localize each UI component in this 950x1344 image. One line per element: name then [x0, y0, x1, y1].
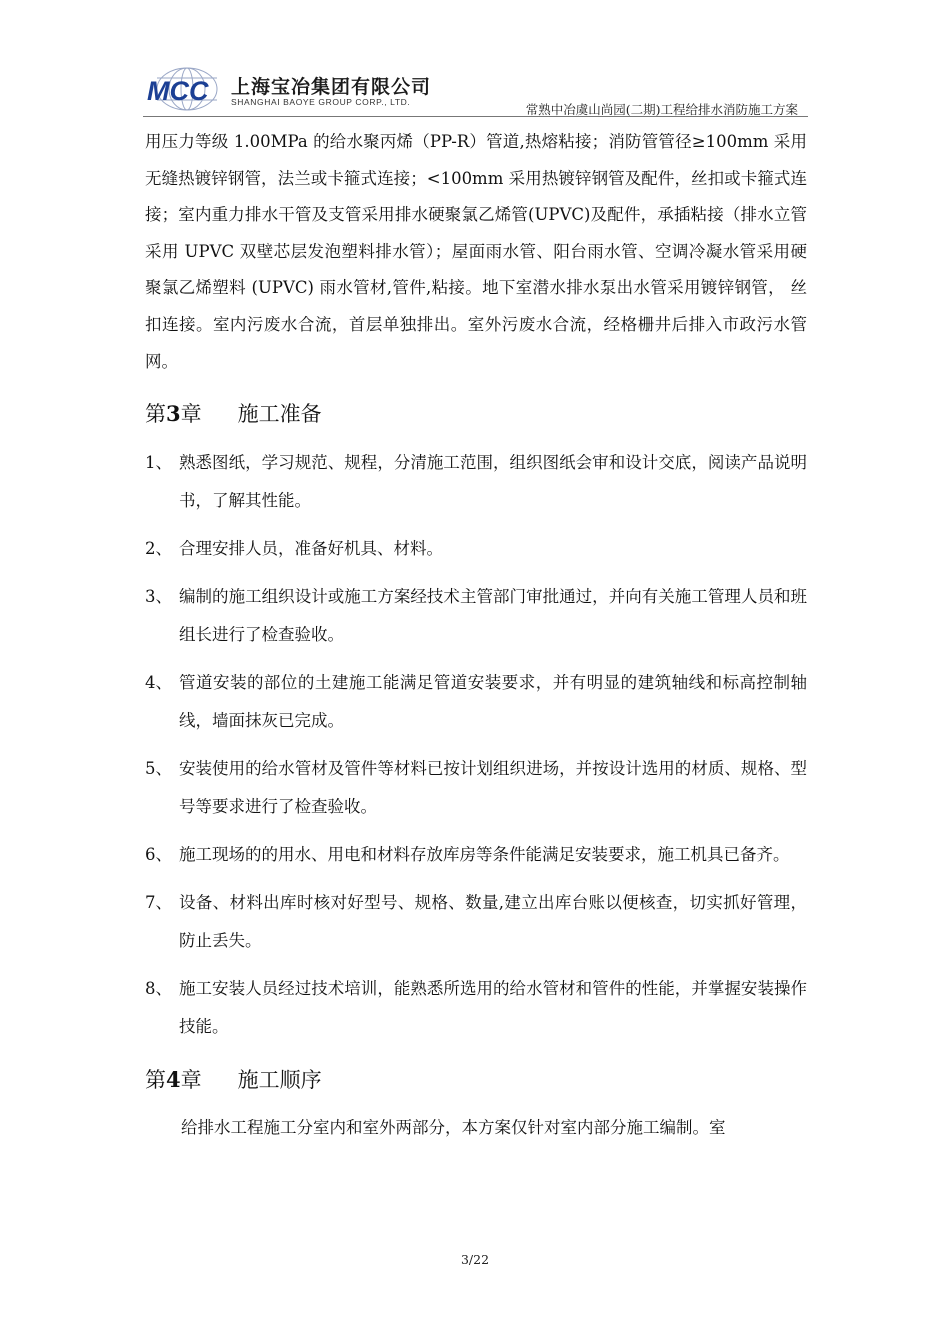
- list-item: [145, 970, 807, 1046]
- list-item-text: 熟悉图纸，学习规范、规程，分清施工范围，组织图纸会审和设计交底，阅读产品说明书，了解其性能。: [179, 453, 807, 511]
- list-item-text: 安装使用的给水管材及管件等材料已按计划组织进场，并按设计选用的材质、规格、型号等要求进行了检查验收。: [179, 759, 807, 817]
- chapter-suffix: 章: [180, 402, 202, 427]
- page-body: [145, 124, 807, 1147]
- chapter-prefix: 第: [145, 1068, 166, 1093]
- company-name-cn: 上海宝冶集团有限公司: [231, 76, 432, 98]
- list-item-text: 合理安排人员，准备好机具、材料。: [179, 539, 443, 559]
- list-item: [145, 884, 807, 960]
- list-item-number: 7、: [145, 893, 172, 913]
- list-item-number: 6、: [145, 845, 172, 865]
- company-logo: [143, 66, 432, 112]
- chapter-title: 施工准备: [237, 402, 322, 427]
- list-item: [145, 530, 807, 568]
- logo-text: MCC: [147, 76, 209, 106]
- list-item-number: 1、: [145, 453, 172, 473]
- chapter-suffix: 章: [180, 1068, 202, 1093]
- page-number: 3/22: [460, 1252, 490, 1267]
- chapter-4-heading: [145, 1064, 807, 1096]
- list-item-text: 编制的施工组织设计或施工方案经技术主管部门审批通过，并向有关施工管理人员和班组长进行了检查验收。: [179, 587, 807, 645]
- list-item: [145, 836, 807, 874]
- list-item-number: 2、: [145, 539, 172, 559]
- chapter-3-heading: [145, 398, 807, 430]
- company-name-en: SHANGHAI BAOYE GROUP CORP., LTD.: [231, 97, 411, 107]
- list-item: [145, 578, 807, 654]
- chapter-prefix: 第: [145, 402, 166, 427]
- list-item-text: 设备、材料出库时核对好型号、规格、数量,建立出库台账以便核查，切实抓好管理，防止丢失。: [179, 893, 807, 951]
- list-item-number: 8、: [145, 979, 172, 999]
- chapter-title: 施工顺序: [237, 1068, 322, 1093]
- document-title: 常熟中冶虞山尚园(二期)工程给排水消防施工方案: [525, 102, 798, 117]
- intro-paragraph: 用压力等级 1.00MPa 的给水聚丙烯（PP-R）管道,热熔粘接；消防管管径≥100mm 采用无缝热镀锌钢管，法兰或卡箍式连接；<100mm 采用热镀锌钢管及配件，丝扣或卡箍式连接；室内重力排水干管及支管采用排水硬聚氯乙烯管(UPVC)及配件，承插粘接（排水立管采用 UPVC 双壁芯层发泡塑料排水管）；屋面雨水管、阳台雨水管、空调冷凝水管采用硬聚氯乙烯塑料 (UPVC) 雨水管材,管件,粘接。地下室潜水排水泵出水管采用镀锌钢管， 丝扣连接。室内污废水合流，首层单独排出。室外污废水合流，经格栅井后排入市政污水管网。: [145, 132, 807, 371]
- list-item-number: 5、: [145, 759, 172, 779]
- mcc-globe-icon: [143, 66, 229, 112]
- list-item: [145, 750, 807, 826]
- list-item-text: 施工现场的的用水、用电和材料存放库房等条件能满足安装要求，施工机具已备齐。: [179, 845, 790, 865]
- list-item-text: 管道安装的部位的土建施工能满足管道安装要求，并有明显的建筑轴线和标高控制轴线，墙面抹灰已完成。: [179, 673, 807, 731]
- sequence-paragraph: 给排水工程施工分室内和室外两部分，本方案仅针对室内部分施工编制。室: [181, 1118, 726, 1138]
- page-header: [0, 0, 950, 115]
- list-item-number: 3、: [145, 587, 172, 607]
- list-item-number: 4、: [145, 673, 172, 693]
- list-item-text: 施工安装人员经过技术培训，能熟悉所选用的给水管材和管件的性能，并掌握安装操作技能。: [179, 979, 807, 1037]
- chapter-number: 4: [166, 1067, 181, 1093]
- preparation-list: [145, 444, 807, 1046]
- chapter-number: 3: [166, 401, 181, 427]
- header-divider: [143, 116, 808, 117]
- list-item: [145, 664, 807, 740]
- list-item: [145, 444, 807, 520]
